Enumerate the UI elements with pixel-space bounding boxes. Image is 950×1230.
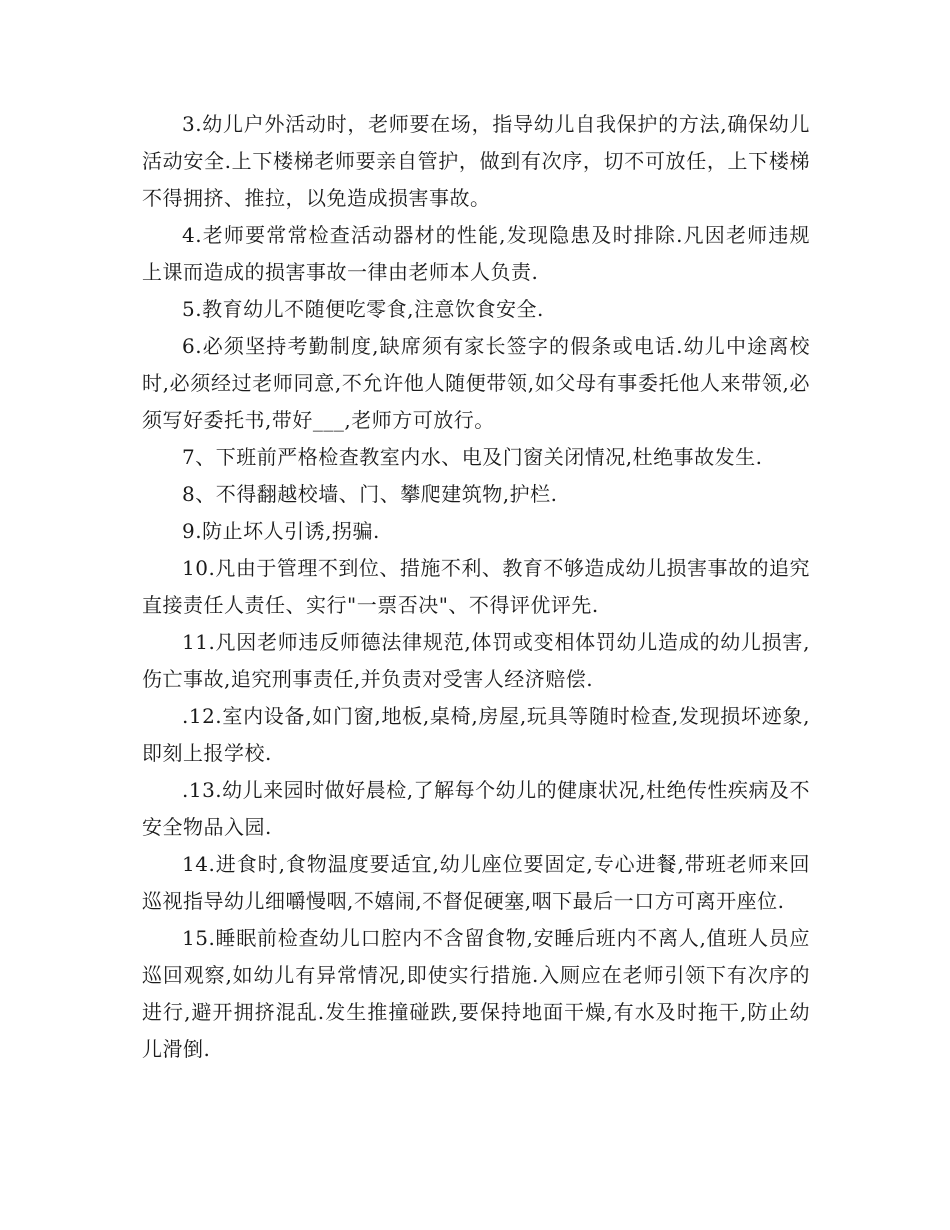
paragraph-item-3: 3.幼儿户外活动时，老师要在场，指导幼儿自我保护的方法,确保幼儿活动安全.上下楼梯老师要亲自管护，做到有次序，切不可放任，上下楼梯不得拥挤、推拉，以免造成损害事故。 bbox=[142, 112, 810, 210]
paragraph-item-14: 14.进食时,食物温度要适宜,幼儿座位要固定,专心进餐,带班老师来回巡视指导幼儿细嚼慢咽,不嬉闹,不督促硬塞,咽下最后一口方可离开座位. bbox=[142, 852, 810, 913]
paragraph-item-5: 5.教育幼儿不随便吃零食,注意饮食安全. bbox=[182, 297, 544, 321]
paragraph-item-11: 11.凡因老师违反师德法律规范,体罚或变相体罚幼儿造成的幼儿损害,伤亡事故,追究刑事责任,并负责对受害人经济赔偿. bbox=[142, 630, 810, 691]
paragraph-item-6: 6.必须坚持考勤制度,缺席须有家长签字的假条或电话.幼儿中途离校时,必须经过老师同意,不允许他人随便带领,如父母有事委托他人来带领,必须写好委托书,带好___,老师方可放行。 bbox=[142, 334, 810, 432]
paragraph-item-13: .13.幼儿来园时做好晨检,了解每个幼儿的健康状况,杜绝传性疾病及不安全物品入园. bbox=[142, 778, 810, 839]
paragraph-item-15: 15.睡眠前检查幼儿口腔内不含留食物,安睡后班内不离人,值班人员应巡回观察,如幼儿有异常情况,即使实行措施.入厕应在老师引领下有次序的进行,避开拥挤混乱.发生推撞碰跌,要保持地面干燥,有水及时拖干,防止幼儿滑倒. bbox=[142, 926, 810, 1061]
paragraph-item-8: 8、不得翻越校墙、门、攀爬建筑物,护栏. bbox=[182, 482, 558, 506]
document-body bbox=[142, 106, 810, 1068]
paragraph-item-10: 10.凡由于管理不到位、措施不利、教育不够造成幼儿损害事故的追究直接责任人责任、实行"一票否决"、不得评优评先. bbox=[142, 556, 810, 617]
paragraph-item-4: 4.老师要常常检查活动器材的性能,发现隐患及时排除.凡因老师违规上课而造成的损害事故一律由老师本人负责. bbox=[142, 223, 810, 284]
paragraph-item-9: 9.防止坏人引诱,拐骗. bbox=[182, 519, 380, 543]
paragraph-item-12: .12.室内设备,如门窗,地板,桌椅,房屋,玩具等随时检查,发现损坏迹象,即刻上报学校. bbox=[142, 704, 810, 765]
paragraph-item-7: 7、下班前严格检查教室内水、电及门窗关闭情况,杜绝事故发生. bbox=[182, 445, 763, 469]
